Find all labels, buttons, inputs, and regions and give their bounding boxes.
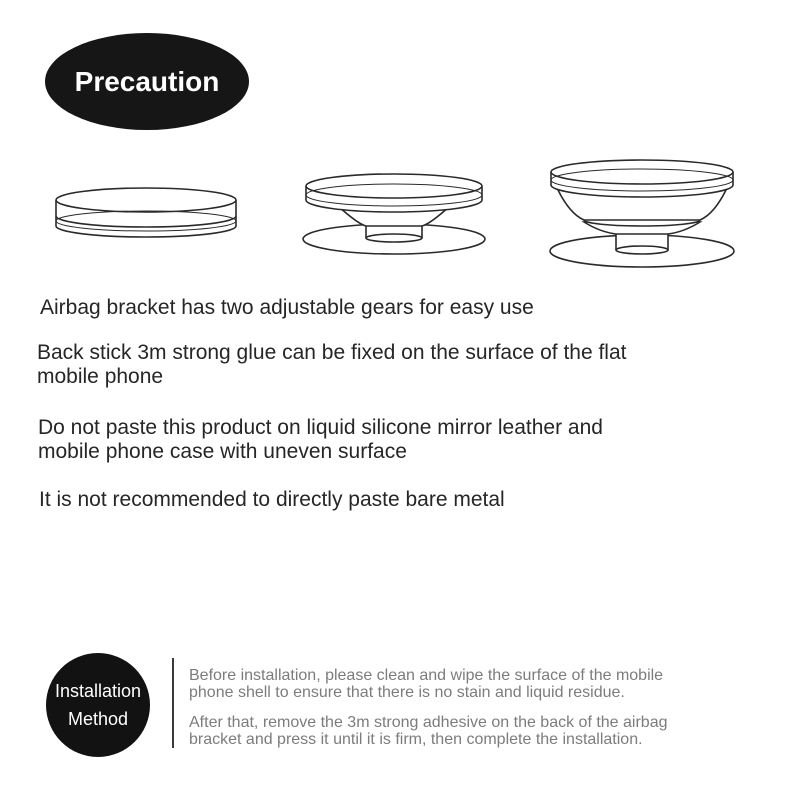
- airbag-gear-two-icon: [546, 152, 740, 272]
- installation-title-line2: Method: [67, 709, 129, 729]
- note-adjustable-gears: Airbag bracket has two adjustable gears for easy use: [40, 296, 534, 319]
- airbag-closed-icon: [50, 180, 242, 242]
- note-bare-metal: It is not recommended to directly paste bare metal: [39, 488, 505, 511]
- precaution-title: Precaution: [74, 65, 220, 97]
- installation-divider: [172, 658, 174, 748]
- note-3m-glue: Back stick 3m strong glue can be fixed on the surface of the flat mobile phone: [37, 341, 627, 388]
- precaution-badge: [45, 33, 249, 130]
- airbag-gear-one-icon: [298, 168, 490, 260]
- installation-title-line1: Installation: [54, 681, 142, 701]
- installation-step-clean: Before installation, please clean and wipe the surface of the mobile phone shell to ensure that there is no stain and liquid residue.: [189, 667, 664, 701]
- installation-badge: [46, 653, 150, 757]
- note-uneven-surface: Do not paste this product on liquid silicone mirror leather and mobile phone case with uneven surface: [38, 416, 603, 463]
- installation-step-press: After that, remove the 3m strong adhesive on the back of the airbag bracket and press it until it is firm, then complete the installation.: [189, 714, 668, 748]
